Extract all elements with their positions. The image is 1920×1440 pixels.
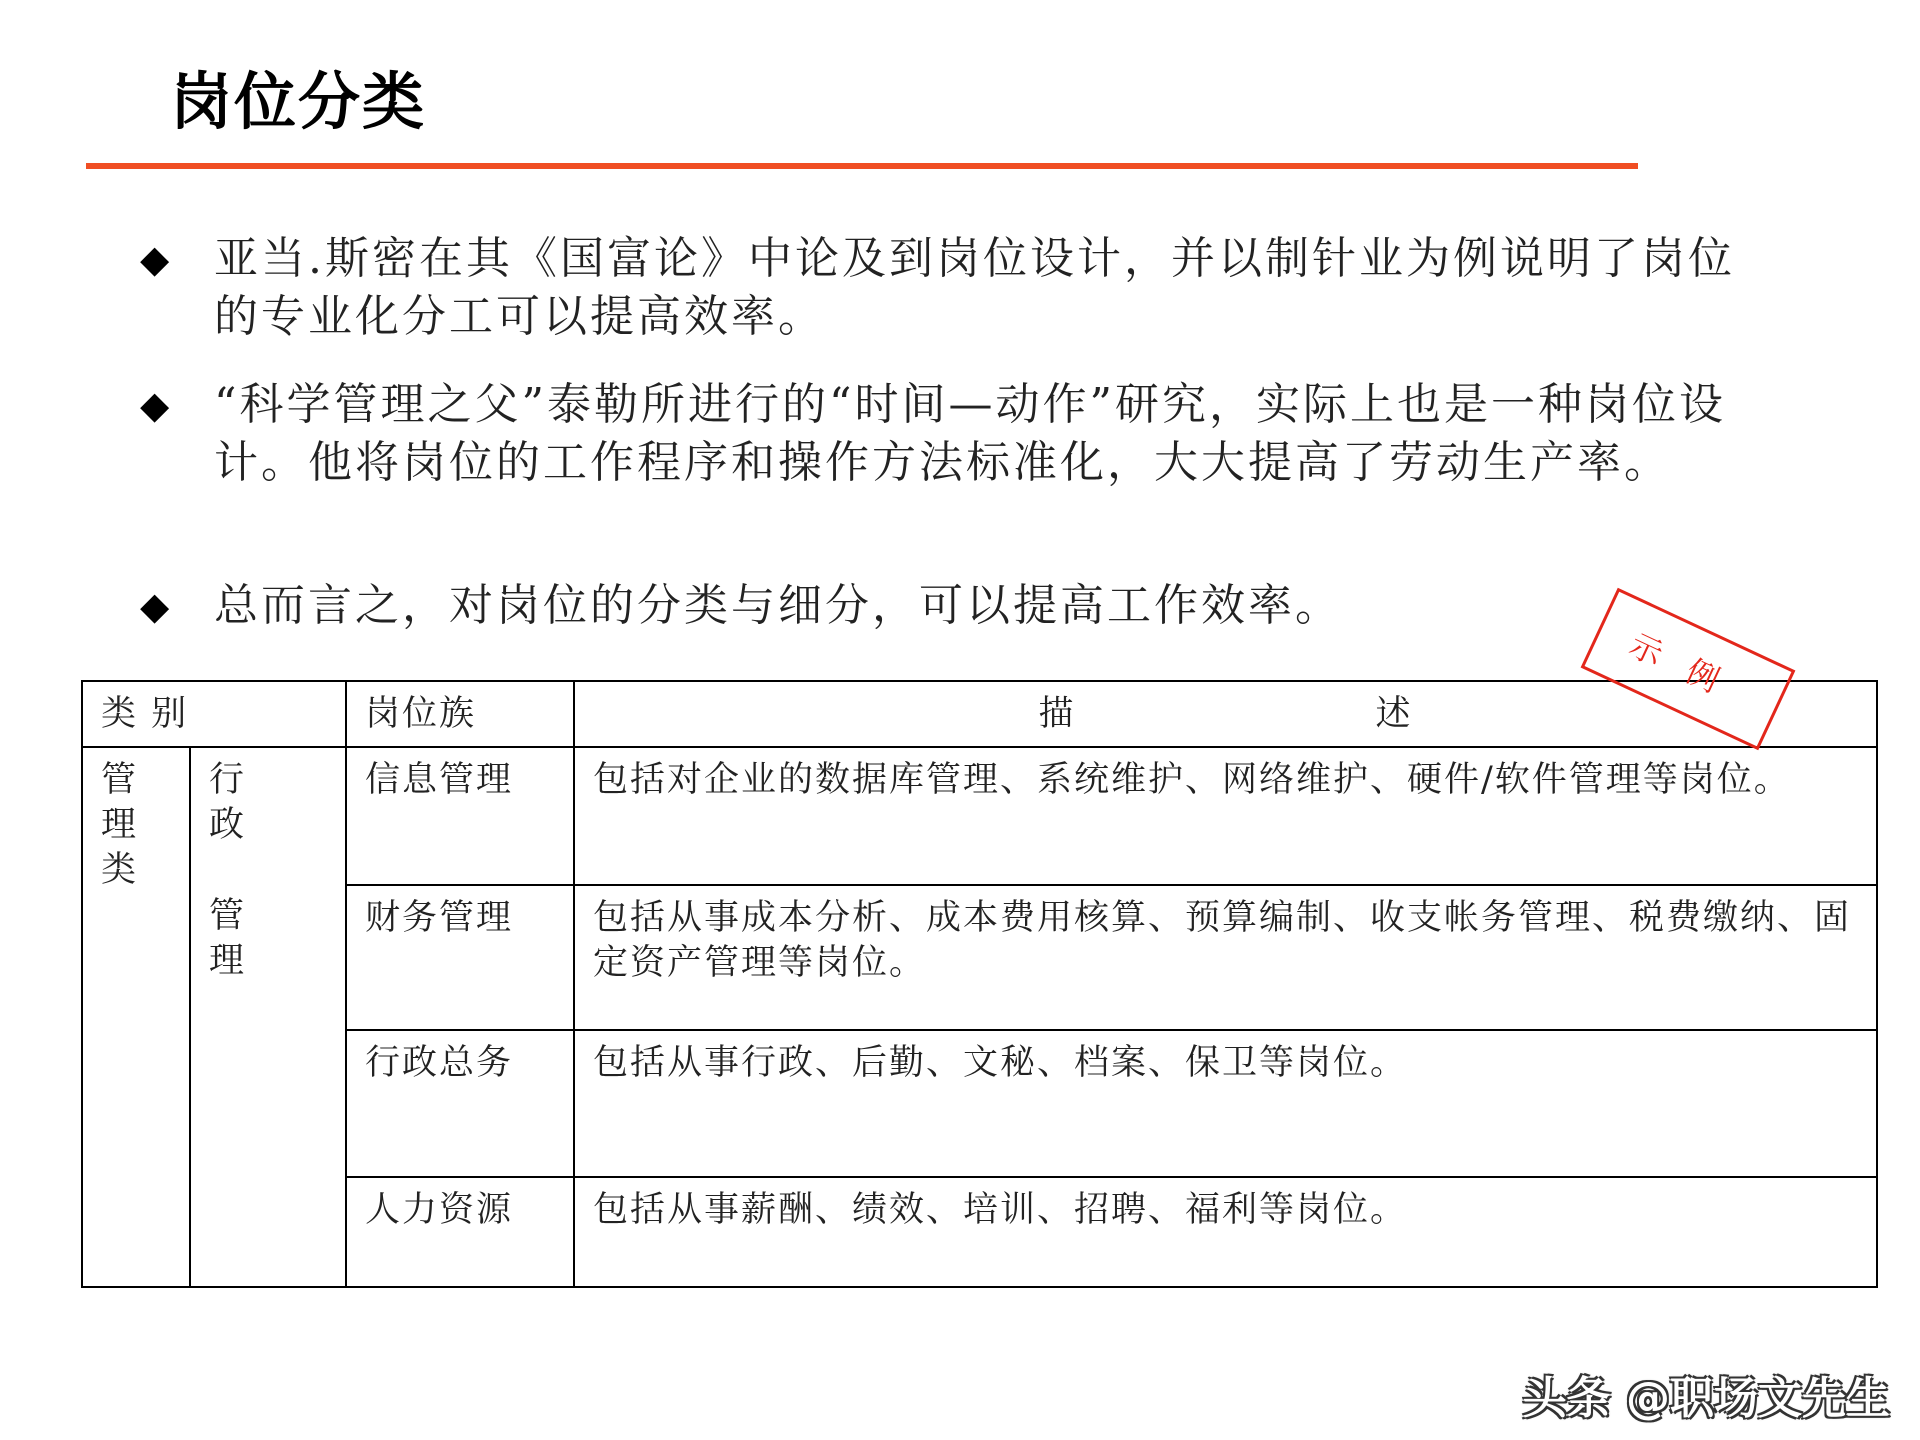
bullet-text: 亚当.斯密在其《国富论》中论及到岗位设计，并以制针业为例说明了岗位的专业化分工可以提高效率。 <box>214 233 1735 342</box>
diamond-bullet-icon: ◆ <box>140 237 170 281</box>
watermark-text: 头条 @职场文先生 <box>1522 1373 1890 1424</box>
header-description-left: 描 <box>1038 693 1076 734</box>
family-cell: 行政总务 <box>346 1030 574 1177</box>
header-family: 岗位族 <box>346 681 574 747</box>
description-cell: 包括从事成本分析、成本费用核算、预算编制、收支帐务管理、税费缴纳、固定资产管理等岗位。 <box>574 885 1877 1030</box>
category-label: 管理类 <box>101 760 139 890</box>
title-underline <box>86 163 1638 169</box>
bullet-text: 总而言之，对岗位的分类与细分，可以提高工作效率。 <box>214 580 1342 631</box>
position-classification-table <box>81 680 1878 1288</box>
subcategory-label-top: 行 政 <box>209 760 275 845</box>
subcategory-cell <box>190 747 346 1287</box>
description-cell: 包括对企业的数据库管理、系统维护、网络维护、硬件/软件管理等岗位。 <box>574 747 1877 885</box>
page-title: 岗位分类 <box>170 65 427 138</box>
table-row <box>82 885 1877 1030</box>
table-header-row <box>82 681 1877 747</box>
diamond-bullet-icon: ◆ <box>140 383 170 427</box>
description-cell: 包括从事行政、后勤、文秘、档案、保卫等岗位。 <box>574 1030 1877 1177</box>
family-cell: 人力资源 <box>346 1177 574 1287</box>
bullet-item <box>140 230 1760 346</box>
table-row <box>82 747 1877 885</box>
family-cell: 信息管理 <box>346 747 574 885</box>
category-cell <box>82 747 190 1287</box>
description-cell: 包括从事薪酬、绩效、培训、招聘、福利等岗位。 <box>574 1177 1877 1287</box>
bullet-item <box>140 376 1760 492</box>
subcategory-label-bottom: 管 理 <box>209 896 275 981</box>
bullet-item <box>140 577 1760 635</box>
table-row <box>82 1177 1877 1287</box>
family-cell: 财务管理 <box>346 885 574 1030</box>
bullet-text: “科学管理之父”泰勒所进行的“时间—动作”研究，实际上也是一种岗位设计。他将岗位的工作程序和操作方法标准化，大大提高了劳动生产率。 <box>214 379 1726 488</box>
table-row <box>82 1030 1877 1177</box>
example-stamp: 示例 <box>1581 588 1796 751</box>
diamond-bullet-icon: ◆ <box>140 584 170 628</box>
header-category: 类 别 <box>82 681 346 747</box>
header-description-right: 述 <box>1375 693 1413 734</box>
